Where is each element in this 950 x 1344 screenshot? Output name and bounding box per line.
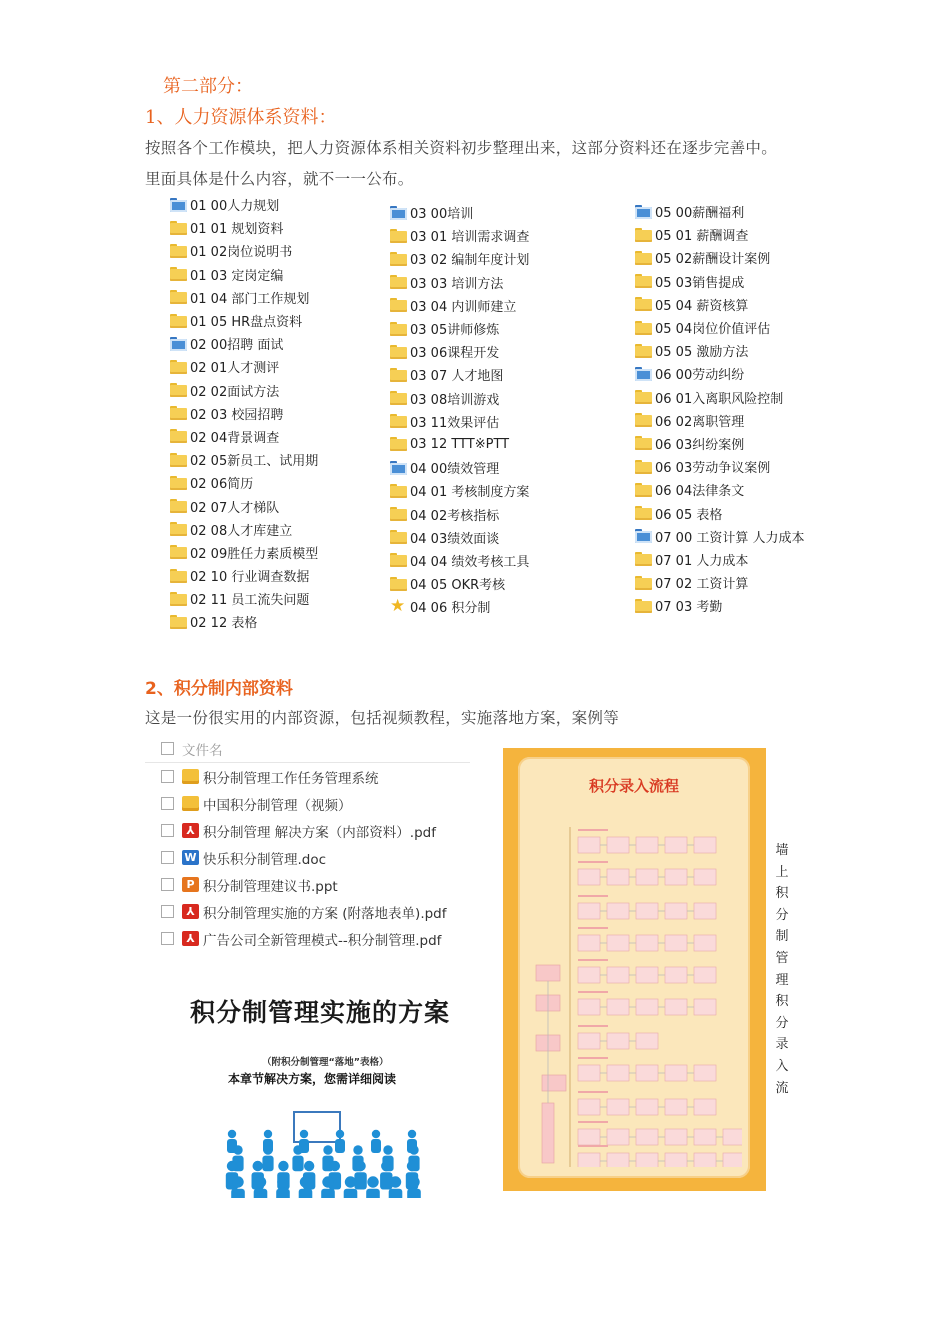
folder-icon	[390, 229, 407, 243]
flow-step-box	[665, 869, 687, 885]
folder-item[interactable]	[170, 309, 318, 332]
folder-item[interactable]	[390, 572, 529, 595]
folder-icon	[635, 251, 652, 265]
folder-item[interactable]	[390, 317, 529, 340]
folder-label: 02 07人才梯队	[190, 500, 280, 516]
folder-item[interactable]	[635, 525, 804, 548]
flow-step-box	[694, 869, 716, 885]
folder-item[interactable]	[390, 294, 529, 317]
folder-label: 03 03 培训方法	[410, 276, 504, 292]
folder-item[interactable]	[390, 363, 529, 386]
folder-label: 04 06 积分制	[410, 601, 491, 617]
flow-step-box	[694, 967, 716, 983]
person-figure	[366, 1176, 380, 1198]
points-intro: 这是一份很实用的内部资源，包括视频教程，实施落地方案，案例等	[145, 709, 620, 727]
folder-icon	[635, 297, 652, 311]
flow-step-box	[694, 837, 716, 853]
folder-item[interactable]	[170, 402, 318, 425]
pdf-file-icon: ⅄	[182, 904, 199, 919]
media-folder-icon	[635, 367, 652, 381]
folder-icon	[390, 437, 407, 451]
ppt-file-icon: P	[182, 877, 199, 892]
folder-icon	[635, 390, 652, 404]
flow-step-box	[607, 999, 629, 1015]
folder-item[interactable]	[170, 587, 318, 610]
folder-icon	[170, 592, 187, 606]
folder-item[interactable]	[635, 339, 804, 362]
file-name: 积分制管理建议书.ppt	[203, 878, 338, 895]
file-checkbox[interactable]	[161, 932, 174, 945]
flow-step-box	[607, 837, 629, 853]
folder-item[interactable]	[170, 193, 318, 216]
folder-item[interactable]	[390, 433, 529, 456]
flow-step-box	[723, 1129, 742, 1145]
folder-item[interactable]	[390, 479, 529, 502]
folder-item[interactable]	[170, 286, 318, 309]
flow-step-box	[665, 837, 687, 853]
flow-step-box	[636, 999, 658, 1015]
media-folder-icon	[635, 529, 652, 543]
file-row[interactable]	[145, 790, 470, 817]
folder-item[interactable]	[635, 362, 804, 385]
poster-panel	[518, 757, 750, 1178]
folder-item[interactable]	[390, 526, 529, 549]
file-name: 积分制管理 解决方案（内部资料）.pdf	[203, 824, 436, 841]
file-row[interactable]	[145, 898, 470, 925]
flow-row-label	[578, 1025, 608, 1027]
flow-step-box	[694, 935, 716, 951]
folder-icon	[635, 506, 652, 520]
intro-line-2: 里面具体是什么内容，就不一一公布。	[145, 170, 414, 188]
file-list-header	[145, 735, 470, 763]
folder-icon	[170, 360, 187, 374]
folder-item[interactable]	[170, 494, 318, 517]
folder-icon	[170, 290, 187, 304]
folder-item[interactable]	[635, 200, 804, 223]
points-flow-poster	[503, 748, 766, 1191]
file-checkbox[interactable]	[161, 824, 174, 837]
folder-item[interactable]	[390, 224, 529, 247]
flow-step-box	[694, 903, 716, 919]
media-folder-icon	[635, 205, 652, 219]
flow-step-box	[694, 1129, 716, 1145]
folder-icon	[635, 576, 652, 590]
folder-item[interactable]	[170, 216, 318, 239]
flow-row-label	[578, 991, 608, 993]
flow-row-label	[578, 927, 608, 929]
folder-icon	[390, 391, 407, 405]
folder-icon	[170, 244, 187, 258]
folder-label: 02 05新员工、试用期	[190, 454, 319, 470]
folder-item[interactable]	[170, 379, 318, 402]
folder-column-1	[170, 193, 318, 634]
cover-subtitle: （附积分制管理“落地”表格）	[262, 1057, 389, 1068]
folder-item[interactable]	[390, 456, 529, 479]
cover-tagline: 本章节解决方案，您需详细阅读	[228, 1072, 397, 1086]
doc-file-icon: W	[182, 850, 199, 865]
folder-label: 03 00培训	[410, 207, 474, 223]
flow-step-box	[694, 1153, 716, 1167]
folder-label: 06 04法律条文	[655, 484, 745, 500]
folder-icon	[170, 499, 187, 513]
folder-item[interactable]	[635, 594, 804, 617]
folder-label: 01 04 部门工作规划	[190, 291, 310, 307]
folder-item[interactable]	[170, 564, 318, 587]
flow-step-box	[607, 1129, 629, 1145]
file-row[interactable]	[145, 871, 470, 898]
flow-step-box	[578, 1065, 600, 1081]
folder-label: 03 04 内训师建立	[410, 299, 517, 315]
folder-label: 06 01入离职风险控制	[655, 391, 784, 407]
flow-step-box	[636, 1065, 658, 1081]
section-heading-points: 2、积分制内部资料	[145, 679, 293, 699]
folder-label: 03 08培训游戏	[410, 392, 500, 408]
folder-item[interactable]	[635, 386, 804, 409]
file-name-column-header[interactable]: 文件名	[182, 742, 223, 759]
flow-step-box	[536, 965, 560, 981]
folder-icon	[390, 252, 407, 266]
folder-label: 07 01 人力成本	[655, 553, 749, 569]
flow-step-box	[636, 837, 658, 853]
folder-item[interactable]	[170, 263, 318, 286]
folder-label: 04 03绩效面谈	[410, 531, 500, 547]
folder-label: 02 08人才库建立	[190, 523, 293, 539]
flow-step-box	[694, 999, 716, 1015]
file-checkbox[interactable]	[161, 851, 174, 864]
flow-step-box	[636, 1129, 658, 1145]
folder-item[interactable]	[170, 541, 318, 564]
flow-step-box	[578, 1033, 600, 1049]
person-figure	[262, 1145, 273, 1171]
pdf-file-icon: ⅄	[182, 931, 199, 946]
folder-label: 05 04岗位价值评估	[655, 322, 771, 338]
folder-item[interactable]	[635, 293, 804, 316]
folder-item[interactable]	[390, 595, 529, 618]
file-name: 广告公司全新管理模式--积分制管理.pdf	[203, 932, 442, 949]
folder-item[interactable]	[170, 425, 318, 448]
folder-item[interactable]	[170, 448, 318, 471]
flow-step-box	[578, 1099, 600, 1115]
folder-item[interactable]	[635, 548, 804, 571]
folder-label: 03 07 人才地图	[410, 369, 504, 385]
media-folder-icon	[170, 198, 187, 212]
folder-label: 03 01 培训需求调查	[410, 230, 530, 246]
folder-icon	[390, 275, 407, 289]
folder-label: 05 00薪酬福利	[655, 206, 745, 222]
folder-label: 05 03销售提成	[655, 275, 745, 291]
folder-item[interactable]	[390, 271, 529, 294]
person-figure	[354, 1161, 366, 1190]
file-checkbox[interactable]	[161, 797, 174, 810]
file-checkbox[interactable]	[161, 878, 174, 891]
folder-label: 04 02考核指标	[410, 508, 500, 524]
flow-step-box	[665, 935, 687, 951]
media-folder-icon	[170, 337, 187, 351]
folder-icon	[635, 599, 652, 613]
folder-item[interactable]	[635, 501, 804, 524]
folder-icon	[170, 615, 187, 629]
folder-label: 06 03劳动争议案例	[655, 461, 771, 477]
folder-label: 02 06简历	[190, 477, 254, 493]
folder-label: 01 01 规划资料	[190, 222, 284, 238]
folder-item[interactable]	[170, 332, 318, 355]
file-row[interactable]	[145, 844, 470, 871]
folder-label: 04 04 绩效考核工具	[410, 554, 530, 570]
folder-item[interactable]	[635, 409, 804, 432]
file-row[interactable]	[145, 817, 470, 844]
media-folder-icon	[390, 206, 407, 220]
person-figure	[292, 1145, 303, 1171]
flow-step-box	[607, 967, 629, 983]
folder-icon	[170, 221, 187, 235]
folder-item[interactable]	[635, 316, 804, 339]
file-row[interactable]	[145, 763, 470, 790]
media-folder-icon	[390, 461, 407, 475]
file-checkbox[interactable]	[161, 905, 174, 918]
flow-row-label	[578, 1057, 608, 1059]
flow-step-box	[665, 1129, 687, 1145]
folder-item[interactable]	[390, 340, 529, 363]
flow-step-box	[636, 967, 658, 983]
folder-icon	[635, 483, 652, 497]
file-name: 积分制管理实施的方案 (附落地表单).pdf	[203, 905, 447, 922]
flow-step-box	[607, 869, 629, 885]
flow-step-box	[665, 903, 687, 919]
flow-step-box	[665, 1153, 687, 1167]
folder-icon	[170, 453, 187, 467]
folder-icon	[170, 476, 187, 490]
file-rows	[145, 763, 470, 952]
folder-label: 01 03 定岗定编	[190, 268, 284, 284]
flow-step-box	[694, 1065, 716, 1081]
flow-step-box	[636, 869, 658, 885]
file-checkbox[interactable]	[161, 770, 174, 783]
folder-icon	[390, 507, 407, 521]
folder-label: 04 01 考核制度方案	[410, 485, 530, 501]
flow-step-box	[578, 903, 600, 919]
folder-label: 06 03纠纷案例	[655, 437, 745, 453]
folder-label: 03 05讲师修炼	[410, 323, 500, 339]
flow-step-box	[665, 967, 687, 983]
flow-step-box	[578, 967, 600, 983]
folder-item[interactable]	[390, 387, 529, 410]
file-list-panel	[145, 735, 470, 957]
folder-column-2	[390, 201, 529, 618]
folder-label: 02 10 行业调查数据	[190, 570, 310, 586]
folder-item[interactable]	[635, 270, 804, 293]
flow-step-box	[723, 1153, 742, 1167]
folder-label: 03 11效果评估	[410, 415, 500, 431]
folder-label: 02 09胜任力素质模型	[190, 546, 319, 562]
folder-label: 04 05 OKR考核	[410, 578, 506, 594]
flow-step-box	[636, 1033, 658, 1049]
folder-icon	[170, 406, 187, 420]
pdf-file-icon: ⅄	[182, 823, 199, 838]
folder-item[interactable]	[635, 246, 804, 269]
flow-step-box	[607, 1099, 629, 1115]
folder-label: 05 05 激励方法	[655, 345, 749, 361]
file-name: 快乐积分制管理.doc	[203, 851, 327, 868]
cover-title: 积分制管理实施的方案	[190, 998, 451, 1027]
flow-step-box	[578, 837, 600, 853]
section-heading-hr: 1、人力资源体系资料：	[145, 107, 337, 128]
folder-icon	[390, 484, 407, 498]
folder-label: 05 01 薪酬调查	[655, 229, 749, 245]
flow-step-box	[665, 1099, 687, 1115]
folder-item[interactable]	[635, 571, 804, 594]
flow-row-label	[578, 1145, 608, 1147]
flowchart-graphic	[526, 807, 742, 1167]
board-image	[294, 1112, 340, 1142]
folder-label: 01 05 HR盘点资料	[190, 315, 303, 331]
flow-step-box	[636, 1153, 658, 1167]
flow-row-label	[578, 1121, 608, 1123]
flow-step-box	[578, 935, 600, 951]
folder-label: 02 04背景调查	[190, 430, 280, 446]
folder-icon	[390, 414, 407, 428]
flow-step-box	[665, 1065, 687, 1081]
flow-step-box	[607, 1153, 629, 1167]
folder-icon	[635, 552, 652, 566]
folder-label: 02 03 校园招聘	[190, 407, 284, 423]
flow-step-box	[607, 1065, 629, 1081]
flow-row-label	[578, 959, 608, 961]
folder-icon	[390, 530, 407, 544]
folder-label: 01 02岗位说明书	[190, 245, 293, 261]
folder-label: 02 02面试方法	[190, 384, 280, 400]
file-name: 中国积分制管理（视频）	[203, 797, 352, 814]
folder-icon	[390, 322, 407, 336]
person-figure	[371, 1130, 381, 1153]
folder-icon	[170, 522, 187, 536]
folder-icon	[390, 298, 407, 312]
flow-row-label	[578, 829, 608, 831]
folder-icon	[635, 344, 652, 358]
folder-icon	[635, 460, 652, 474]
folder-icon	[635, 413, 652, 427]
folder-label: 07 03 考勤	[655, 600, 723, 616]
flow-step-box	[607, 935, 629, 951]
folder-label: 03 12 TTT※PTT	[410, 436, 510, 452]
folder-label: 07 02 工资计算	[655, 577, 749, 593]
person-figure	[335, 1130, 345, 1153]
folder-icon	[170, 545, 187, 559]
part-title: 第二部分：	[163, 76, 253, 97]
flow-step-box	[694, 1099, 716, 1115]
folder-icon	[170, 314, 187, 328]
folder-label: 02 01人才测评	[190, 361, 280, 377]
flow-row-label	[578, 895, 608, 897]
folder-icon	[170, 383, 187, 397]
intro-line-1: 按照各个工作模块，把人力资源体系相关资料初步整理出来，这部分资料还在逐步完善中。	[145, 139, 778, 157]
folder-label: 07 00 工资计算 人力成本	[655, 530, 805, 546]
folder-item[interactable]	[170, 239, 318, 262]
flow-step-box	[607, 903, 629, 919]
flow-step-box	[578, 1153, 600, 1167]
flow-row-label	[578, 861, 608, 863]
folder-label: 06 00劳动纠纷	[655, 368, 745, 384]
folder-icon	[390, 577, 407, 591]
folder-item[interactable]	[390, 502, 529, 525]
flow-step-box	[636, 903, 658, 919]
folder-label: 05 04 薪资核算	[655, 298, 749, 314]
folder-label: 03 06课程开发	[410, 346, 500, 362]
people-crowd-illustration	[222, 1100, 422, 1198]
folder-icon	[170, 267, 187, 281]
flow-step-box	[665, 999, 687, 1015]
folder-label: 03 02 编制年度计划	[410, 253, 530, 269]
flow-row-label	[578, 1091, 608, 1093]
folder-icon	[635, 274, 652, 288]
folder-item[interactable]	[170, 610, 318, 633]
folder-label: 06 05 表格	[655, 507, 723, 523]
flow-step-box	[636, 935, 658, 951]
flow-step-box	[607, 1033, 629, 1049]
folder-label: 06 02离职管理	[655, 414, 745, 430]
file-name: 积分制管理工作任务管理系统	[203, 770, 379, 787]
flow-step-box	[636, 1099, 658, 1115]
folder-item[interactable]	[635, 478, 804, 501]
person-figure	[380, 1161, 392, 1190]
folder-label: 01 00人力规划	[190, 199, 280, 215]
folder-item[interactable]	[390, 410, 529, 433]
folder-label: 02 00招聘 面试	[190, 338, 284, 354]
folder-icon	[635, 436, 652, 450]
folder-item[interactable]	[390, 201, 529, 224]
flow-step-box	[542, 1075, 566, 1091]
folder-file-icon	[182, 796, 199, 811]
folder-item[interactable]	[170, 355, 318, 378]
folder-label: 02 11 员工流失问题	[190, 593, 310, 609]
star-folder-icon: ★	[390, 595, 406, 616]
folder-icon	[390, 368, 407, 382]
folder-item[interactable]	[635, 223, 804, 246]
folder-icon	[390, 553, 407, 567]
folder-label: 02 12 表格	[190, 616, 258, 632]
folder-file-icon	[182, 769, 199, 784]
folder-item[interactable]	[635, 432, 804, 455]
folder-item[interactable]	[635, 455, 804, 478]
flow-step-box	[578, 999, 600, 1015]
folder-item[interactable]	[390, 549, 529, 572]
poster-title: 积分录入流程	[588, 777, 679, 795]
folder-item[interactable]	[170, 518, 318, 541]
folder-label: 05 02薪酬设计案例	[655, 252, 771, 268]
folder-item[interactable]	[390, 247, 529, 270]
folder-column-3	[635, 200, 804, 617]
folder-icon	[170, 429, 187, 443]
select-all-checkbox[interactable]	[161, 742, 174, 755]
flow-step-box	[578, 869, 600, 885]
flow-step-box	[542, 1103, 554, 1163]
poster-side-caption: 墙上积分制管理积分录入流	[775, 843, 789, 1096]
folder-icon	[635, 228, 652, 242]
folder-label: 04 00绩效管理	[410, 462, 500, 478]
folder-item[interactable]	[170, 471, 318, 494]
folder-icon	[390, 345, 407, 359]
folder-icon	[170, 569, 187, 583]
flow-step-box	[578, 1129, 600, 1145]
file-row[interactable]	[145, 925, 470, 952]
folder-icon	[635, 321, 652, 335]
